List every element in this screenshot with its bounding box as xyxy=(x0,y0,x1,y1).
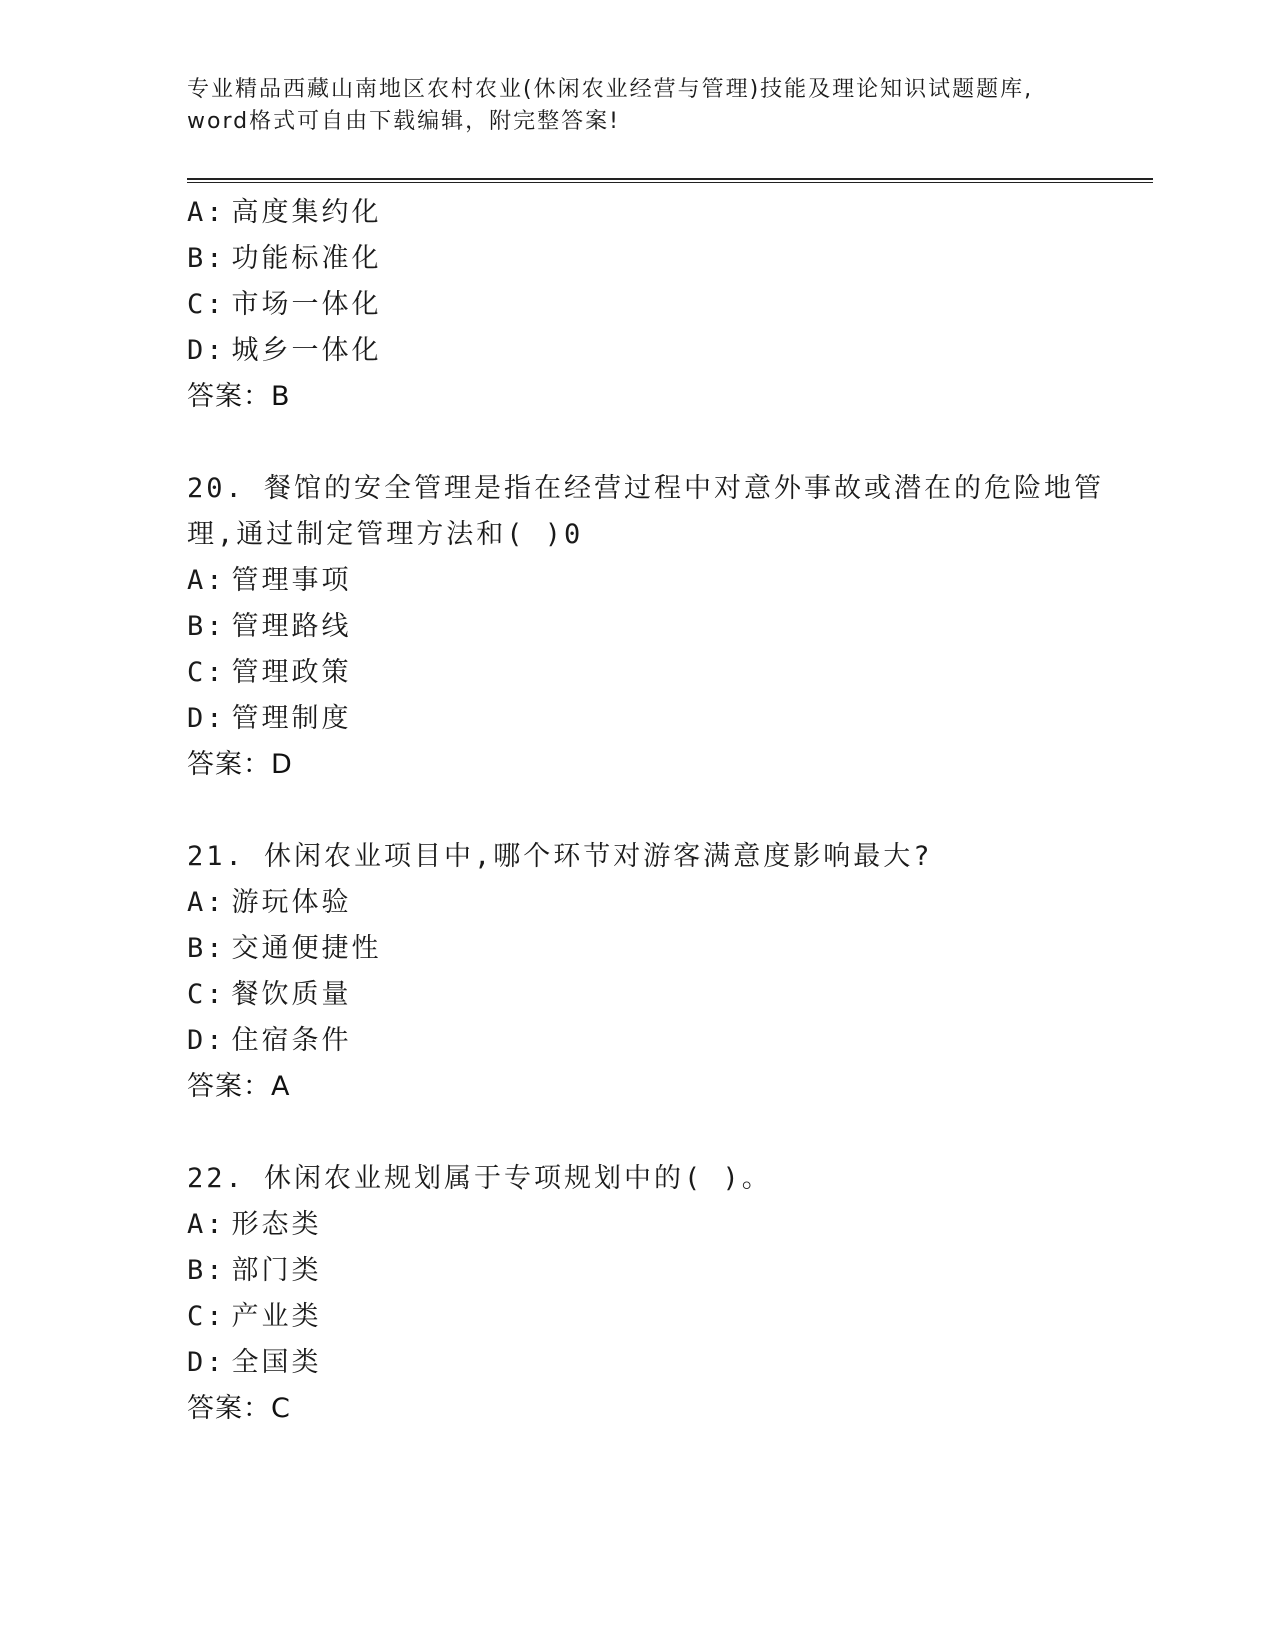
question-19-continued xyxy=(187,190,1087,420)
option-b: B: 管理路线 xyxy=(187,611,352,642)
answer-line: 答案：C xyxy=(187,1393,291,1424)
question-stem: 20. 餐馆的安全管理是指在经营过程中对意外事故或潜在的危险地管 xyxy=(187,473,1105,504)
option-d: D: 全国类 xyxy=(187,1347,322,1378)
header-title-line-1: 专业精品西藏山南地区农村农业(休闲农业经营与管理)技能及理论知识试题题库, xyxy=(187,77,1034,102)
document-header xyxy=(187,74,1087,138)
question-stem: 22. 休闲农业规划属于专项规划中的( )。 xyxy=(187,1163,772,1194)
question-stem-continued: 理,通过制定管理方法和( )0 xyxy=(187,519,584,550)
option-a: A: 形态类 xyxy=(187,1209,322,1240)
question-22 xyxy=(187,1156,1087,1432)
spacer xyxy=(187,788,1087,834)
option-c: C: 产业类 xyxy=(187,1301,322,1332)
answer-line: 答案：B xyxy=(187,381,291,412)
question-list xyxy=(187,190,1105,1432)
option-c: C: 餐饮质量 xyxy=(187,979,352,1010)
option-d: D: 住宿条件 xyxy=(187,1025,352,1056)
spacer xyxy=(187,1110,1087,1156)
option-a: A: 游玩体验 xyxy=(187,887,352,918)
question-20 xyxy=(187,466,1105,788)
option-c: C: 市场一体化 xyxy=(187,289,382,320)
header-divider-thick xyxy=(187,178,1153,180)
header-divider-thin xyxy=(187,182,1153,183)
option-c: C: 管理政策 xyxy=(187,657,352,688)
header-title-line-2: word格式可自由下载编辑，附完整答案! xyxy=(187,109,620,134)
question-21 xyxy=(187,834,1087,1110)
option-b: B: 功能标准化 xyxy=(187,243,382,274)
answer-line: 答案：A xyxy=(187,1071,291,1102)
question-stem: 21. 休闲农业项目中,哪个环节对游客满意度影响最大? xyxy=(187,841,933,872)
option-b: B: 交通便捷性 xyxy=(187,933,382,964)
option-a: A: 高度集约化 xyxy=(187,197,382,228)
option-b: B: 部门类 xyxy=(187,1255,322,1286)
answer-line: 答案：D xyxy=(187,749,293,780)
spacer xyxy=(187,420,1087,466)
option-a: A: 管理事项 xyxy=(187,565,352,596)
option-d: D: 城乡一体化 xyxy=(187,335,382,366)
option-d: D: 管理制度 xyxy=(187,703,352,734)
